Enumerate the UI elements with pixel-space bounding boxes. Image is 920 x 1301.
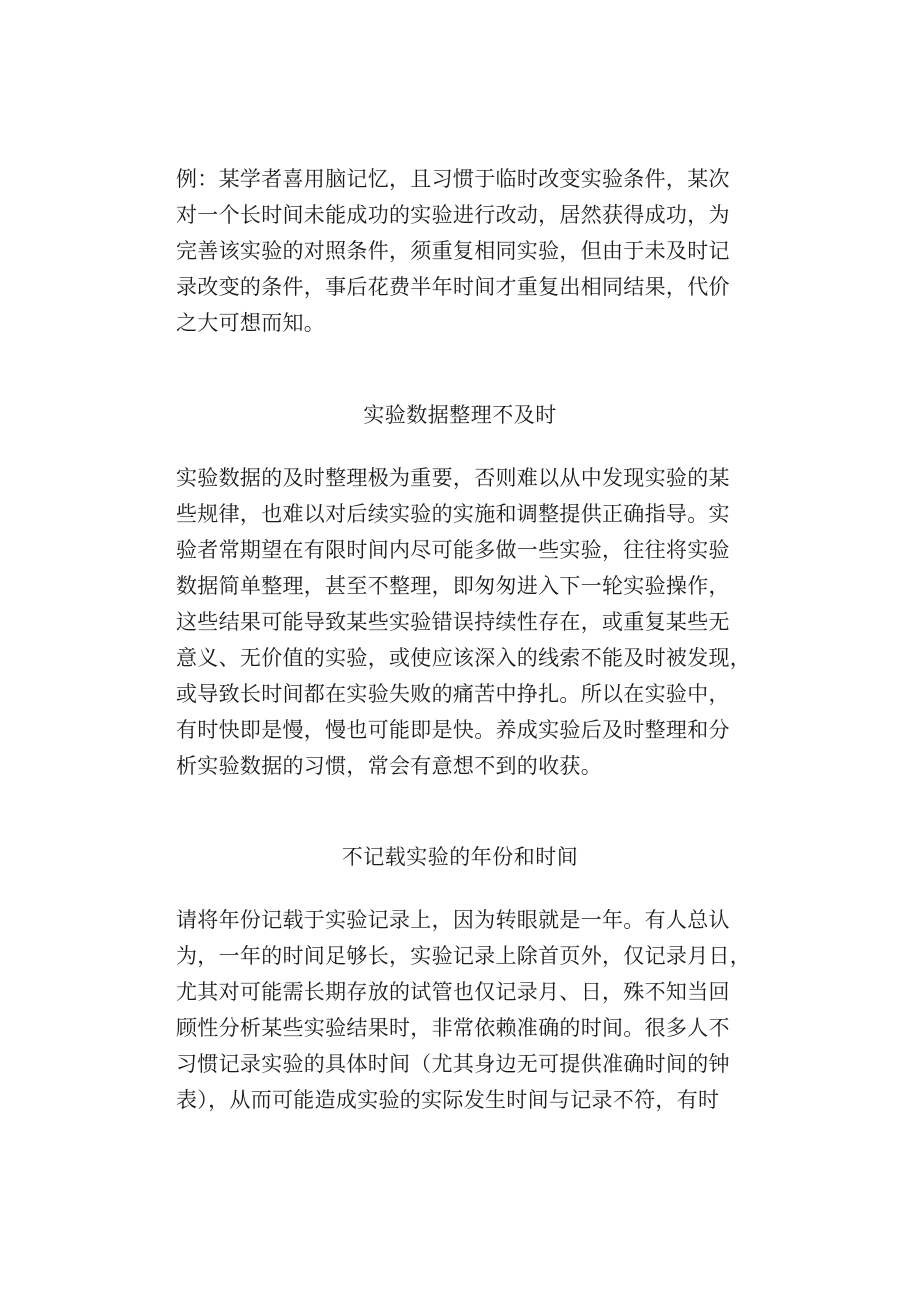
paragraph-line: 尤其对可能需长期存放的试管也仅记录月、日，殊不知当回 <box>176 980 730 1004</box>
section-heading: 实验数据整理不及时 <box>363 403 557 427</box>
paragraph-line: 顾性分析某些实验结果时，非常依赖准确的时间。很多人不 <box>176 1016 730 1040</box>
paragraph-line: 验者常期望在有限时间内尽可能多做一些实验，往往将实验 <box>176 538 730 562</box>
paragraph-line: 意义、无价值的实验，或使应该深入的线索不能及时被发现， <box>176 646 752 670</box>
paragraph-line: 数据简单整理，甚至不整理，即匆匆进入下一轮实验操作， <box>176 574 730 598</box>
paragraph-line: 完善该实验的对照条件，须重复相同实验，但由于未及时记 <box>176 239 730 263</box>
paragraph-line: 之大可想而知。 <box>176 311 326 335</box>
paragraph-line: 些规律，也难以对后续实验的实施和调整提供正确指导。实 <box>176 502 730 526</box>
section-heading: 不记载实验的年份和时间 <box>341 845 579 869</box>
paragraph-line: 为，一年的时间足够长，实验记录上除首页外，仅记录月日， <box>176 944 752 968</box>
paragraph-line: 录改变的条件，事后花费半年时间才重复出相同结果，代价 <box>176 275 730 299</box>
paragraph-line: 这些结果可能导致某些实验错误持续性存在，或重复某些无 <box>176 610 730 634</box>
paragraph-line: 例：某学者喜用脑记忆，且习惯于临时改变实验条件，某次 <box>176 167 730 191</box>
paragraph-line: 对一个长时间未能成功的实验进行改动，居然获得成功，为 <box>176 203 730 227</box>
paragraph-line: 有时快即是慢，慢也可能即是快。养成实验后及时整理和分 <box>176 718 730 742</box>
paragraph-line: 析实验数据的习惯，常会有意想不到的收获。 <box>176 754 602 778</box>
paragraph-line: 习惯记录实验的具体时间（尤其身边无可提供准确时间的钟 <box>176 1052 730 1076</box>
paragraph-line: 表），从而可能造成实验的实际发生时间与记录不符，有时 <box>176 1088 720 1112</box>
paragraph-line: 或导致长时间都在实验失败的痛苦中挣扎。所以在实验中， <box>176 682 730 706</box>
paragraph-line: 实验数据的及时整理极为重要，否则难以从中发现实验的某 <box>176 466 730 490</box>
paragraph-line: 请将年份记载于实验记录上，因为转眼就是一年。有人总认 <box>176 908 730 932</box>
